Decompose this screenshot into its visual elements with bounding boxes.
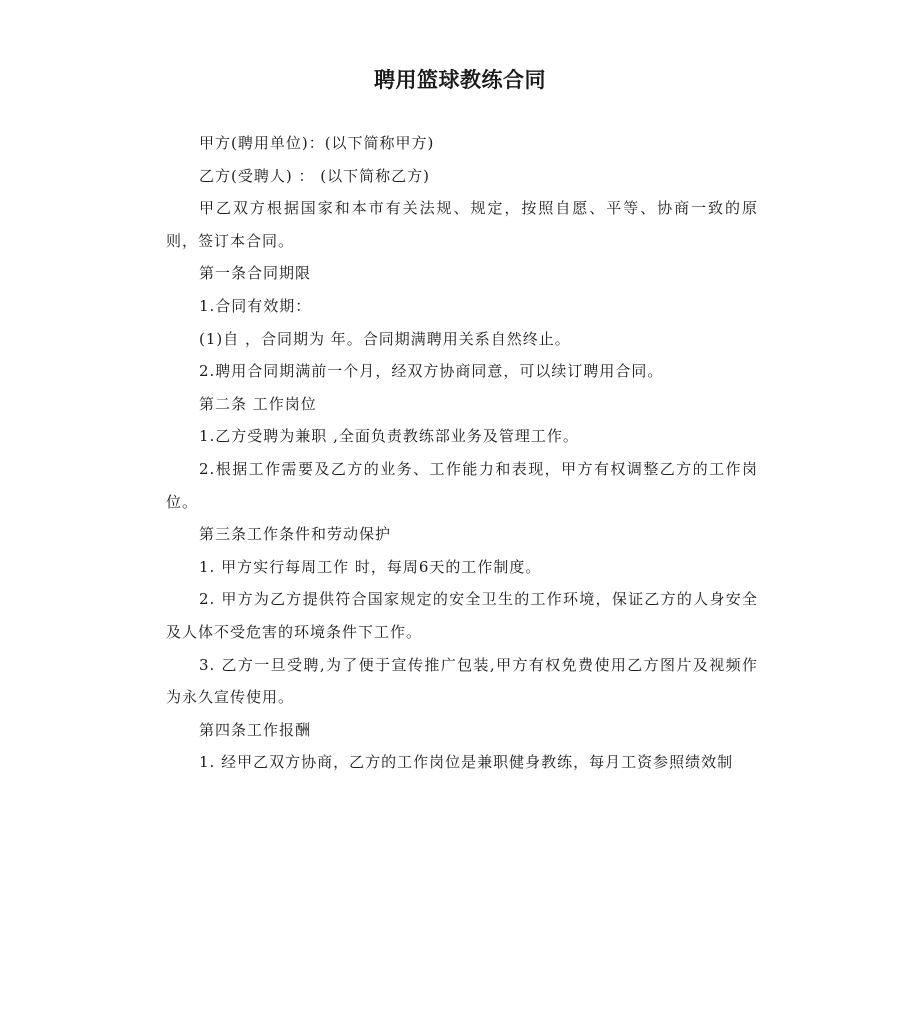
article-1-clause-1: 1.合同有效期： xyxy=(199,296,312,315)
article-3-clause-1: 1. 甲方实行每周工作 时，每周6天的工作制度。 xyxy=(199,557,542,576)
article-3-clause-3: 3. 乙方一旦受聘,为了便于宣传推广包装,甲方有权免费使用乙方图片及视频作为永久宣传使用。 xyxy=(166,655,758,707)
document-body xyxy=(166,127,758,779)
article-1-heading: 第一条合同期限 xyxy=(199,264,312,283)
party-b-line: 乙方(受聘人) ： (以下简称乙方) xyxy=(199,166,430,185)
article-4-heading: 第四条工作报酬 xyxy=(199,720,312,739)
preamble-paragraph: 甲乙双方根据国家和本市有关法规、规定，按照自愿、平等、协商一致的原则，签订本合同。 xyxy=(166,199,758,250)
article-3-clause-2: 2. 甲方为乙方提供符合国家规定的安全卫生的工作环境，保证乙方的人身安全及人体不受危害的环境条件下工作。 xyxy=(166,590,758,641)
article-2-clause-1: 1.乙方受聘为兼职 ,全面负责教练部业务及管理工作。 xyxy=(199,427,579,446)
article-2-clause-2: 2.根据工作需要及乙方的业务、工作能力和表现，甲方有权调整乙方的工作岗位。 xyxy=(166,459,758,511)
document-title: 聘用篮球教练合同 xyxy=(374,68,546,92)
article-3-heading: 第三条工作条件和劳动保护 xyxy=(199,525,392,544)
article-1-clause-2: 2.聘用合同期满前一个月，经双方协商同意，可以续订聘用合同。 xyxy=(199,362,664,381)
party-a-line: 甲方(聘用单位)：(以下简称甲方) xyxy=(199,134,435,152)
article-4-clause-1: 1. 经甲乙双方协商，乙方的工作岗位是兼职健身教练，每月工资参照绩效制 xyxy=(199,753,734,772)
article-2-heading: 第二条 工作岗位 xyxy=(199,394,317,413)
article-1-clause-1-sub-1: (1)自 ，合同期为 年。合同期满聘用关系自然终止。 xyxy=(199,329,571,348)
